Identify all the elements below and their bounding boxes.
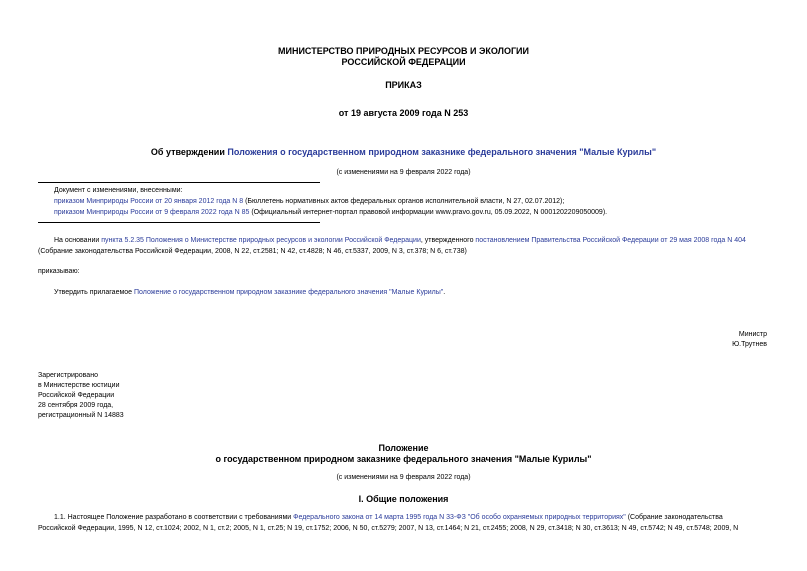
document-date: от 19 августа 2009 года N 253 (338, 108, 469, 118)
changes-item-1-source: (Бюллетень нормативных актов федеральных органов исполнительной власти, N 27, 02.07.2012); (243, 198, 565, 205)
signatory-name: Ю.Трутнев (732, 341, 767, 348)
section-heading: I. Общие положения (358, 494, 449, 504)
regulation-link[interactable]: Положения о государственном природном заказнике федерального значения "Малые Курилы" (227, 147, 657, 157)
divider-bottom (38, 222, 320, 223)
approve-text: Утвердить прилагаемое (54, 289, 135, 296)
changes-item-1 (54, 198, 564, 205)
ministry-regulation-link[interactable]: пункта 5.2.35 Положения о Министерстве природных ресурсов и экологии Российской Федерации (101, 237, 421, 244)
regulation-subtitle: о государственном природном заказнике федерального значения "Малые Курилы" (215, 454, 592, 464)
basis-paragraph (54, 237, 746, 244)
ministry-name-line2: РОССИЙСКОЙ ФЕДЕРАЦИИ (341, 57, 466, 67)
document-title (0, 147, 807, 157)
regulation-title: Положение (378, 443, 429, 453)
federal-law-link[interactable]: Федерального закона от 14 марта 1995 года N 33-ФЗ "Об особо охраняемых природных территориях" (293, 514, 626, 521)
approve-paragraph (54, 289, 445, 296)
paragraph-1-1-text-end: (Собрание законодательства (625, 514, 723, 521)
basis-sources: (Собрание законодательства Российской Федерации, 2008, N 22, ст.2581; N 42, ст.4828; N 46, ст.5337, 2009, N 3, ст.378; N 6, ст.738) (38, 248, 467, 255)
amendment-link-2012[interactable]: приказом Минприроды России от 20 января 2012 года N 8 (54, 198, 244, 205)
document-title-prefix: Об утверждении (150, 147, 228, 157)
basis-text-1: На основании (54, 237, 102, 244)
amendment-note: (с изменениями на 9 февраля 2022 года) (336, 169, 471, 176)
order-word: приказываю: (38, 268, 80, 275)
registration-line-3: Российской Федерации (38, 392, 115, 399)
ministry-name-line1: МИНИСТЕРСТВО ПРИРОДНЫХ РЕСУРСОВ И ЭКОЛОГИИ (277, 46, 529, 56)
registration-line-4: 28 сентября 2009 года, (38, 402, 114, 409)
government-decree-link[interactable]: постановлением Правительства Российской Федерации от 29 мая 2008 года N 404 (475, 237, 746, 244)
changes-intro: Документ с изменениями, внесенными: (54, 187, 183, 194)
basis-text-2: , утвержденного (420, 237, 476, 244)
registration-line-2: в Министерстве юстиции (38, 382, 120, 389)
paragraph-1-1-text: 1.1. Настоящее Положение разработано в соответствии с требованиями (54, 514, 294, 521)
approve-end: . (443, 289, 446, 296)
registration-line-1: Зарегистрировано (38, 372, 98, 379)
signatory-position: Министр (738, 331, 767, 338)
document-type: ПРИКАЗ (385, 80, 422, 90)
changes-item-2-source: (Официальный интернет-портал правовой информации www.pravo.gov.ru, 05.09.2022, N 0001202209050009). (249, 209, 608, 216)
regulation-amendment-note: (с изменениями на 9 февраля 2022 года) (336, 474, 471, 481)
changes-item-2 (54, 209, 607, 216)
paragraph-1-1 (54, 514, 768, 521)
amendment-link-2022[interactable]: приказом Минприроды России от 9 февраля 2022 года N 85 (54, 209, 250, 216)
approved-regulation-link[interactable]: Положение о государственном природном заказнике федерального значения "Малые Курилы" (134, 289, 444, 296)
paragraph-1-1-line-2: Российской Федерации, 1995, N 12, ст.1024; 2002, N 1, ст.2; 2005, N 1, ст.25; N 19, ст.1752; 2006, N 50, ст.5279; 2007, N 13, ст.1464; N 21, ст.2455; 2008, N 29, ст.3418; N 30, ст.3613; N 49, ст.5742; N 49, ст.5748; 2009, N (38, 525, 739, 532)
divider-top (38, 182, 320, 183)
registration-line-5: регистрационный N 14883 (38, 412, 124, 419)
